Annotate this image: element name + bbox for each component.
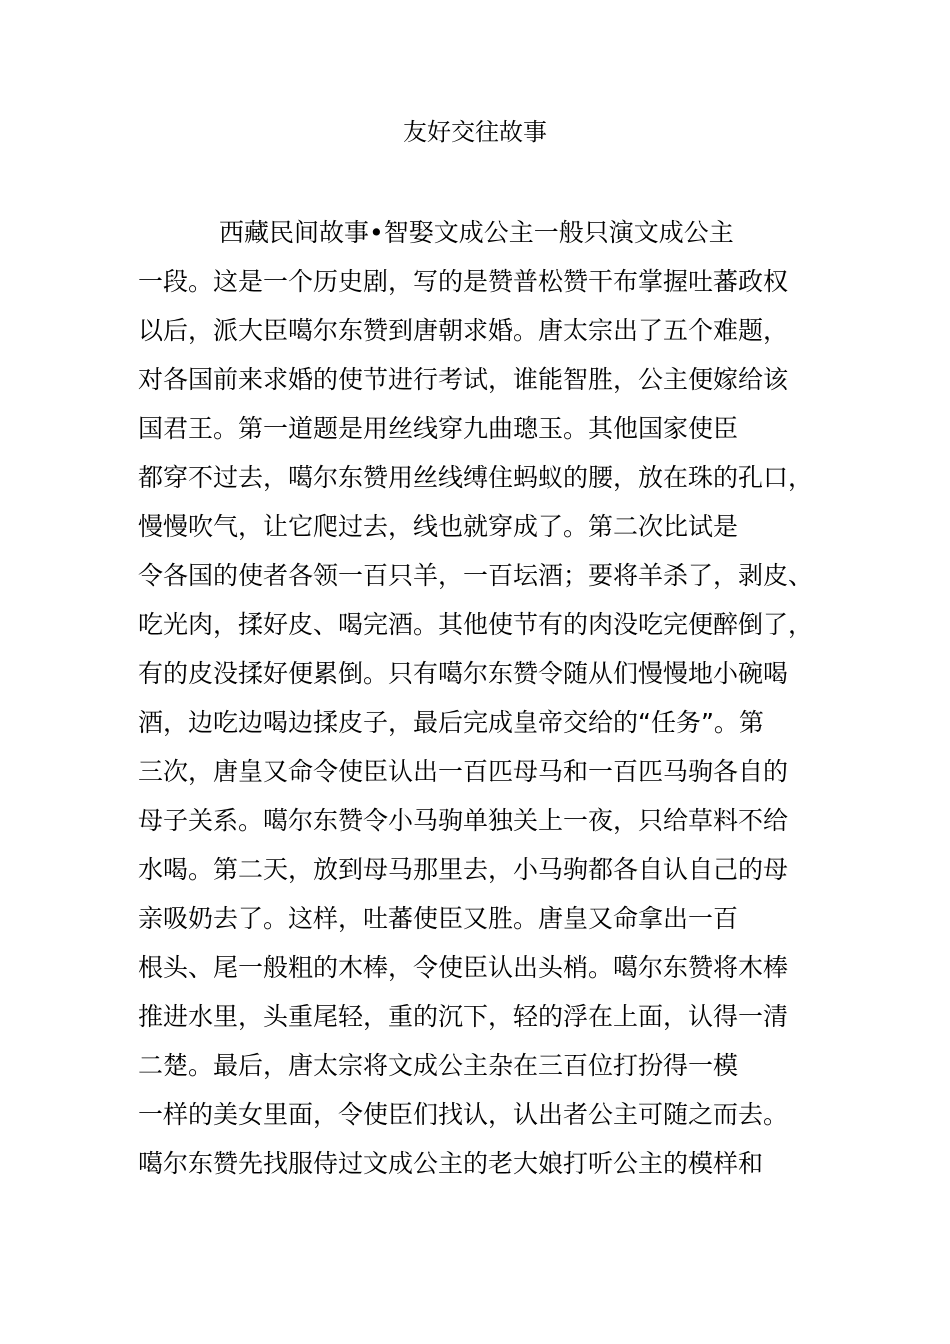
text-line: 令各国的使者各领一百只羊，一百坛酒；要将羊杀了，剥皮、 xyxy=(138,561,814,590)
text-line: 亲吸奶去了。这样，吐蕃使臣又胜。唐皇又命拿出一百 xyxy=(138,904,739,933)
text-line: 有的皮没揉好便累倒。只有噶尔东赞令随从们慢慢地小碗喝 xyxy=(138,659,789,688)
text-line: 母子关系。噶尔东赞令小马驹单独关上一夜，只给草料不给 xyxy=(138,806,789,835)
text-line: 酒，边吃边喝边揉皮子，最后完成皇帝交给的“任务”。第 xyxy=(138,708,764,737)
text-line: 对各国前来求婚的使节进行考试，谁能智胜，公主便嫁给该 xyxy=(138,365,789,394)
document-title: 友好交往故事 xyxy=(403,118,547,146)
text-line: 一段。这是一个历史剧，写的是赞普松赞干布掌握吐蕃政权 xyxy=(138,267,789,296)
text-line: 都穿不过去，噶尔东赞用丝线缚住蚂蚁的腰，放在珠的孔口， xyxy=(138,463,814,492)
text-line: 西藏民间故事•智娶文成公主一般只演文成公主 xyxy=(219,218,734,247)
text-line: 三次，唐皇又命令使臣认出一百匹母马和一百匹马驹各自的 xyxy=(138,757,789,786)
text-line: 噶尔东赞先找服侍过文成公主的老大娘打听公主的模样和 xyxy=(138,1149,764,1178)
text-line: 根头、尾一般粗的木棒，令使臣认出头梢。噶尔东赞将木棒 xyxy=(138,953,789,982)
text-line: 一样的美女里面，令使臣们找认，认出者公主可随之而去。 xyxy=(138,1100,789,1129)
text-line: 吃光肉，揉好皮、喝完酒。其他使节有的肉没吃完便醉倒了， xyxy=(138,610,814,639)
text-line: 慢慢吹气，让它爬过去，线也就穿成了。第二次比试是 xyxy=(138,512,739,541)
text-line: 水喝。第二天，放到母马那里去，小马驹都各自认自己的母 xyxy=(138,855,789,884)
text-line: 二楚。最后，唐太宗将文成公主杂在三百位打扮得一模 xyxy=(138,1051,739,1080)
text-line: 以后，派大臣噶尔东赞到唐朝求婚。唐太宗出了五个难题， xyxy=(138,316,789,345)
text-line: 推进水里，头重尾轻，重的沉下，轻的浮在上面，认得一清 xyxy=(138,1002,789,1031)
text-line: 国君王。第一道题是用丝线穿九曲璁玉。其他国家使臣 xyxy=(138,414,739,443)
story-body xyxy=(138,212,838,1192)
